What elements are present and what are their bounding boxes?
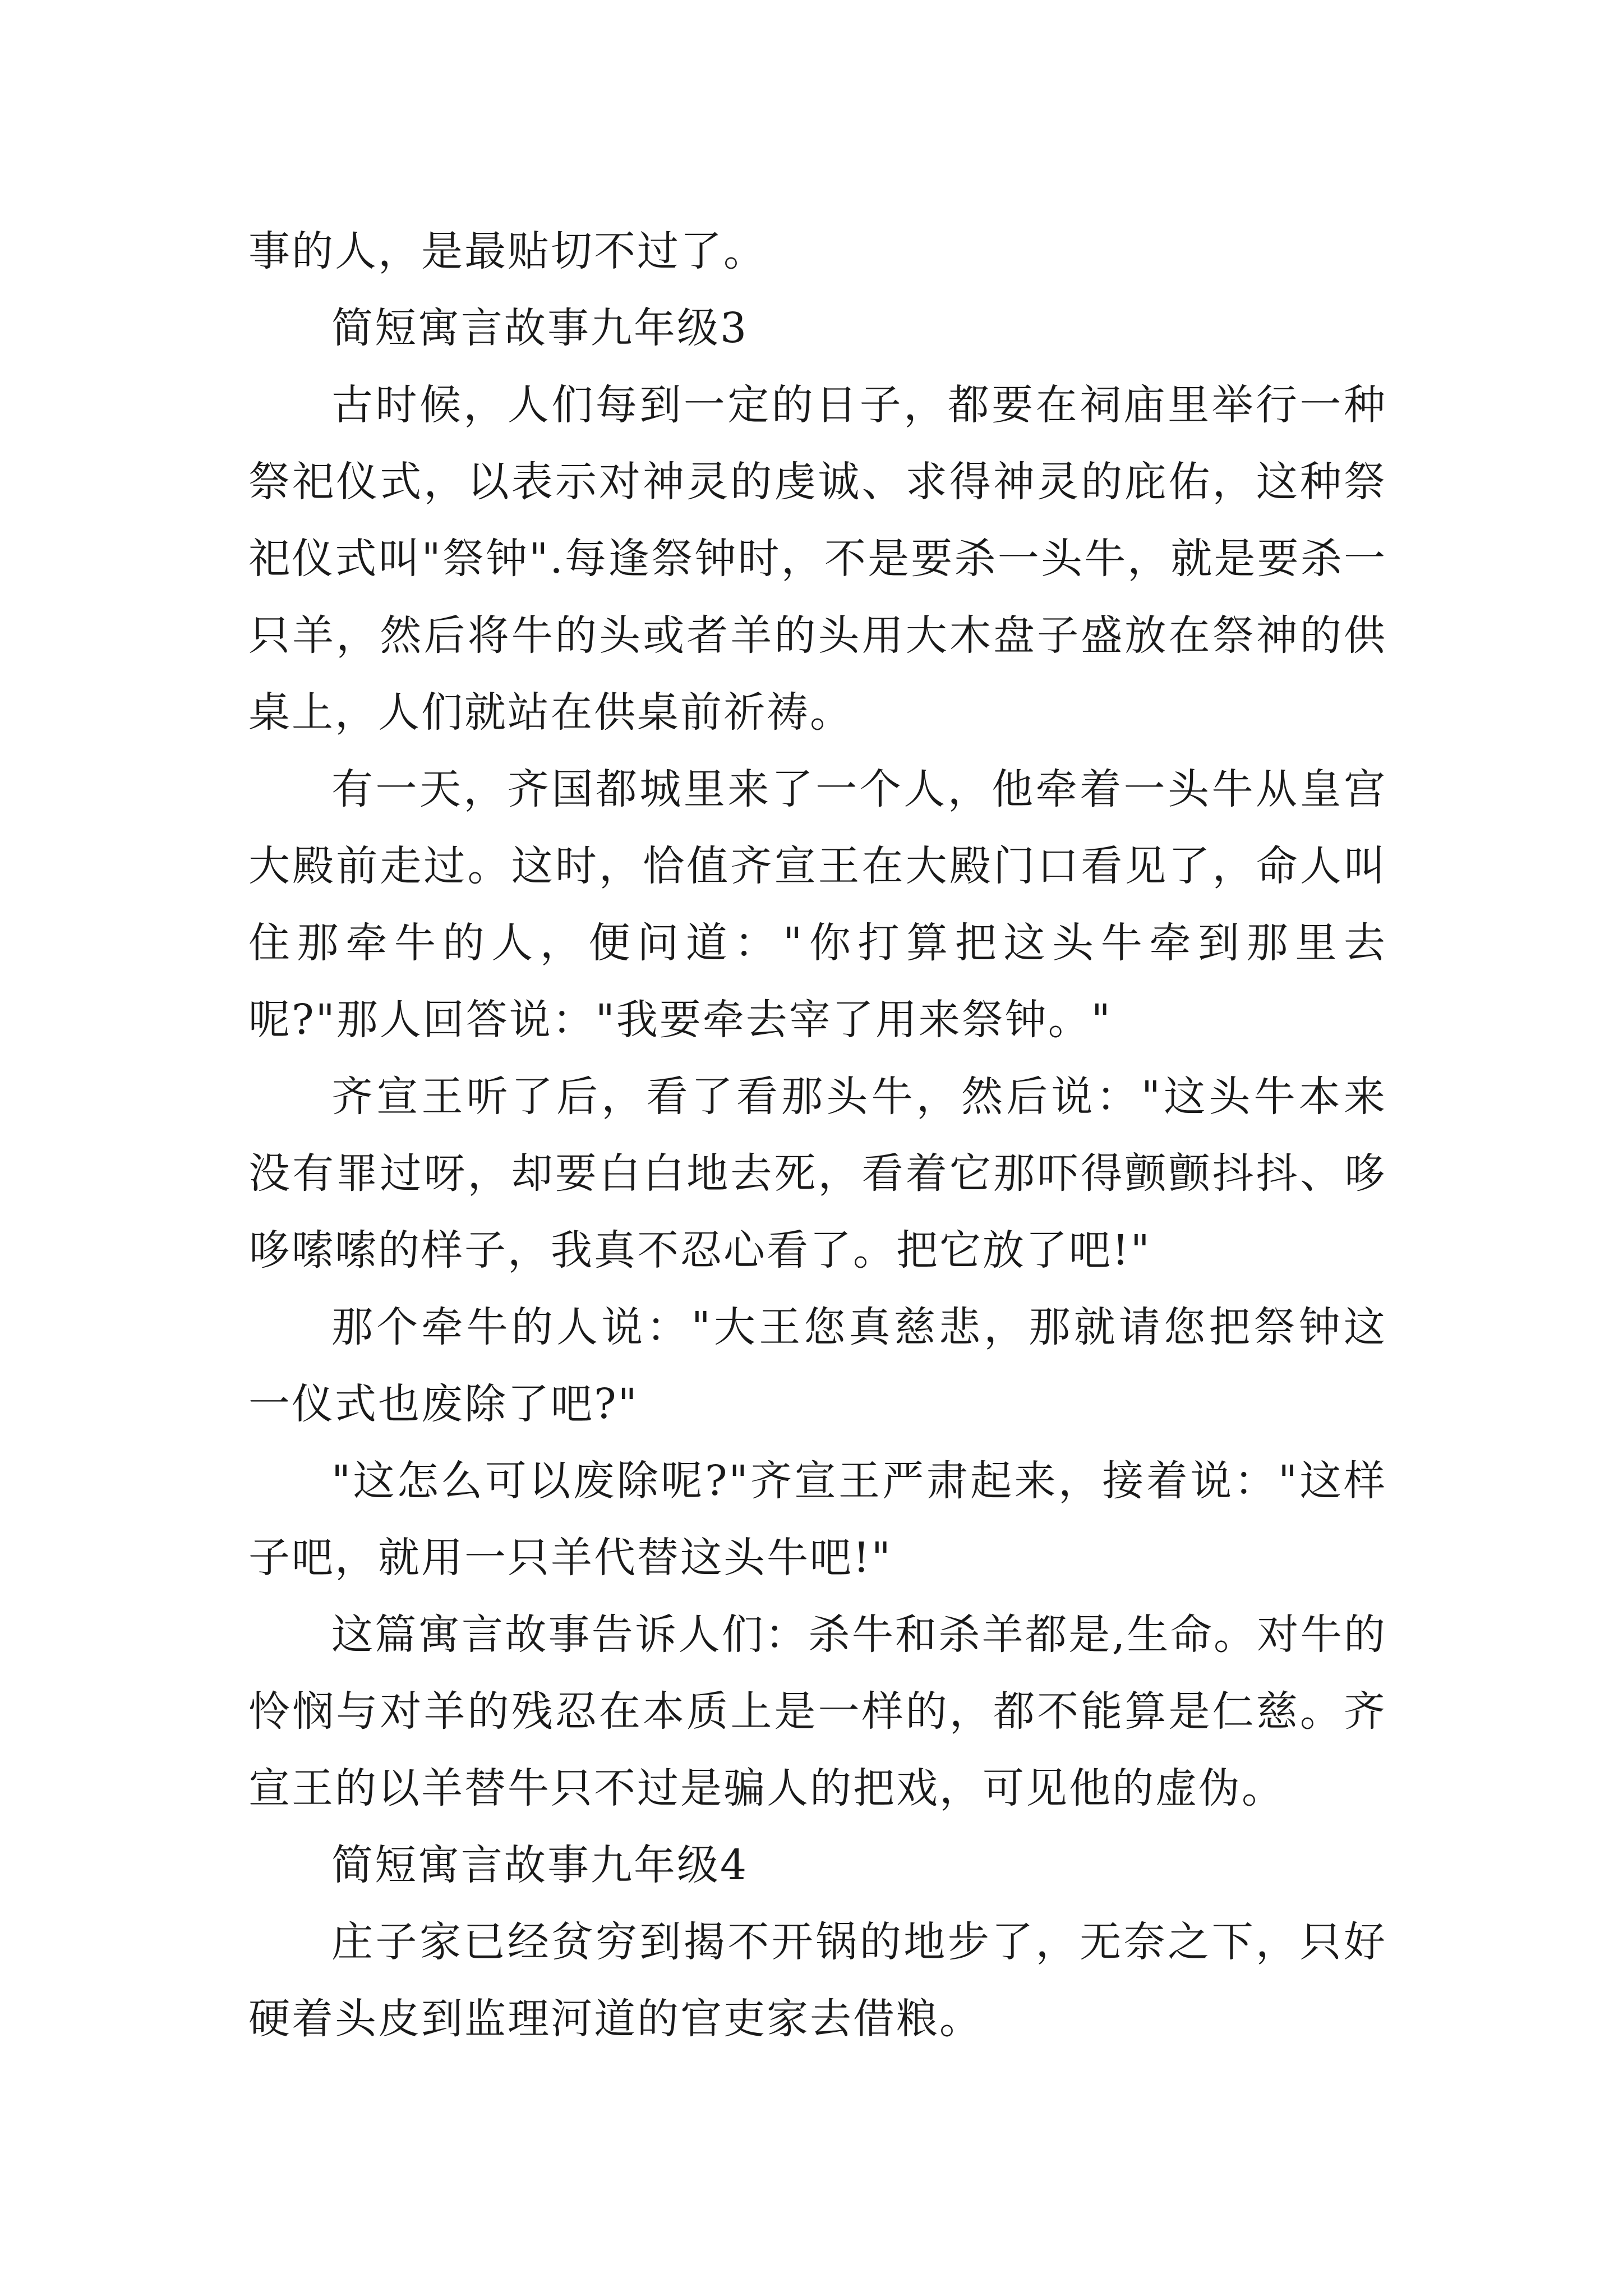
paragraph: 庄子家已经贫穷到揭不开锅的地步了，无奈之下，只好硬着头皮到监理河道的官吏家去借粮。 <box>248 1918 1387 2043</box>
paragraph: 有一天，齐国都城里来了一个人，他牵着一头牛从皇宫大殿前走过。这时，恰值齐宣王在大殿门口看见了，命人叫住那牵牛的人，便问道："你打算把这头牛牵到那里去呢?"那人回答说："我要牵去宰了用来祭钟。" <box>248 765 1387 1044</box>
document-body <box>248 213 1387 2058</box>
paragraph: 齐宣王听了后，看了看那头牛，然后说："这头牛本来没有罪过呀，却要白白地去死，看着它那吓得颤颤抖抖、哆哆嗦嗦的样子，我真不忍心看了。把它放了吧!" <box>248 1073 1387 1274</box>
paragraph: 古时候，人们每到一定的日子，都要在祠庙里举行一种祭祀仪式，以表示对神灵的虔诚、求得神灵的庇佑，这种祭祀仪式叫"祭钟".每逢祭钟时，不是要杀一头牛，就是要杀一只羊，然后将牛的头或者羊的头用大木盘子盛放在祭神的供桌上，人们就站在供桌前祈祷。 <box>248 381 1387 737</box>
paragraph: 这篇寓言故事告诉人们：杀牛和杀羊都是,生命。对牛的怜悯与对羊的残忍在本质上是一样的，都不能算是仁慈。齐宣王的以羊替牛只不过是骗人的把戏，可见他的虚伪。 <box>248 1611 1387 1812</box>
paragraph: "这怎么可以废除呢?"齐宣王严肃起来，接着说："这样子吧，就用一只羊代替这头牛吧!" <box>248 1457 1387 1582</box>
section-heading-4: 简短寓言故事九年级4 <box>331 1841 749 1889</box>
paragraph: 那个牵牛的人说："大王您真慈悲，那就请您把祭钟这一仪式也废除了吧?" <box>248 1303 1387 1428</box>
paragraph-continuation: 事的人，是最贴切不过了。 <box>248 227 767 275</box>
section-heading-3: 简短寓言故事九年级3 <box>331 304 749 352</box>
